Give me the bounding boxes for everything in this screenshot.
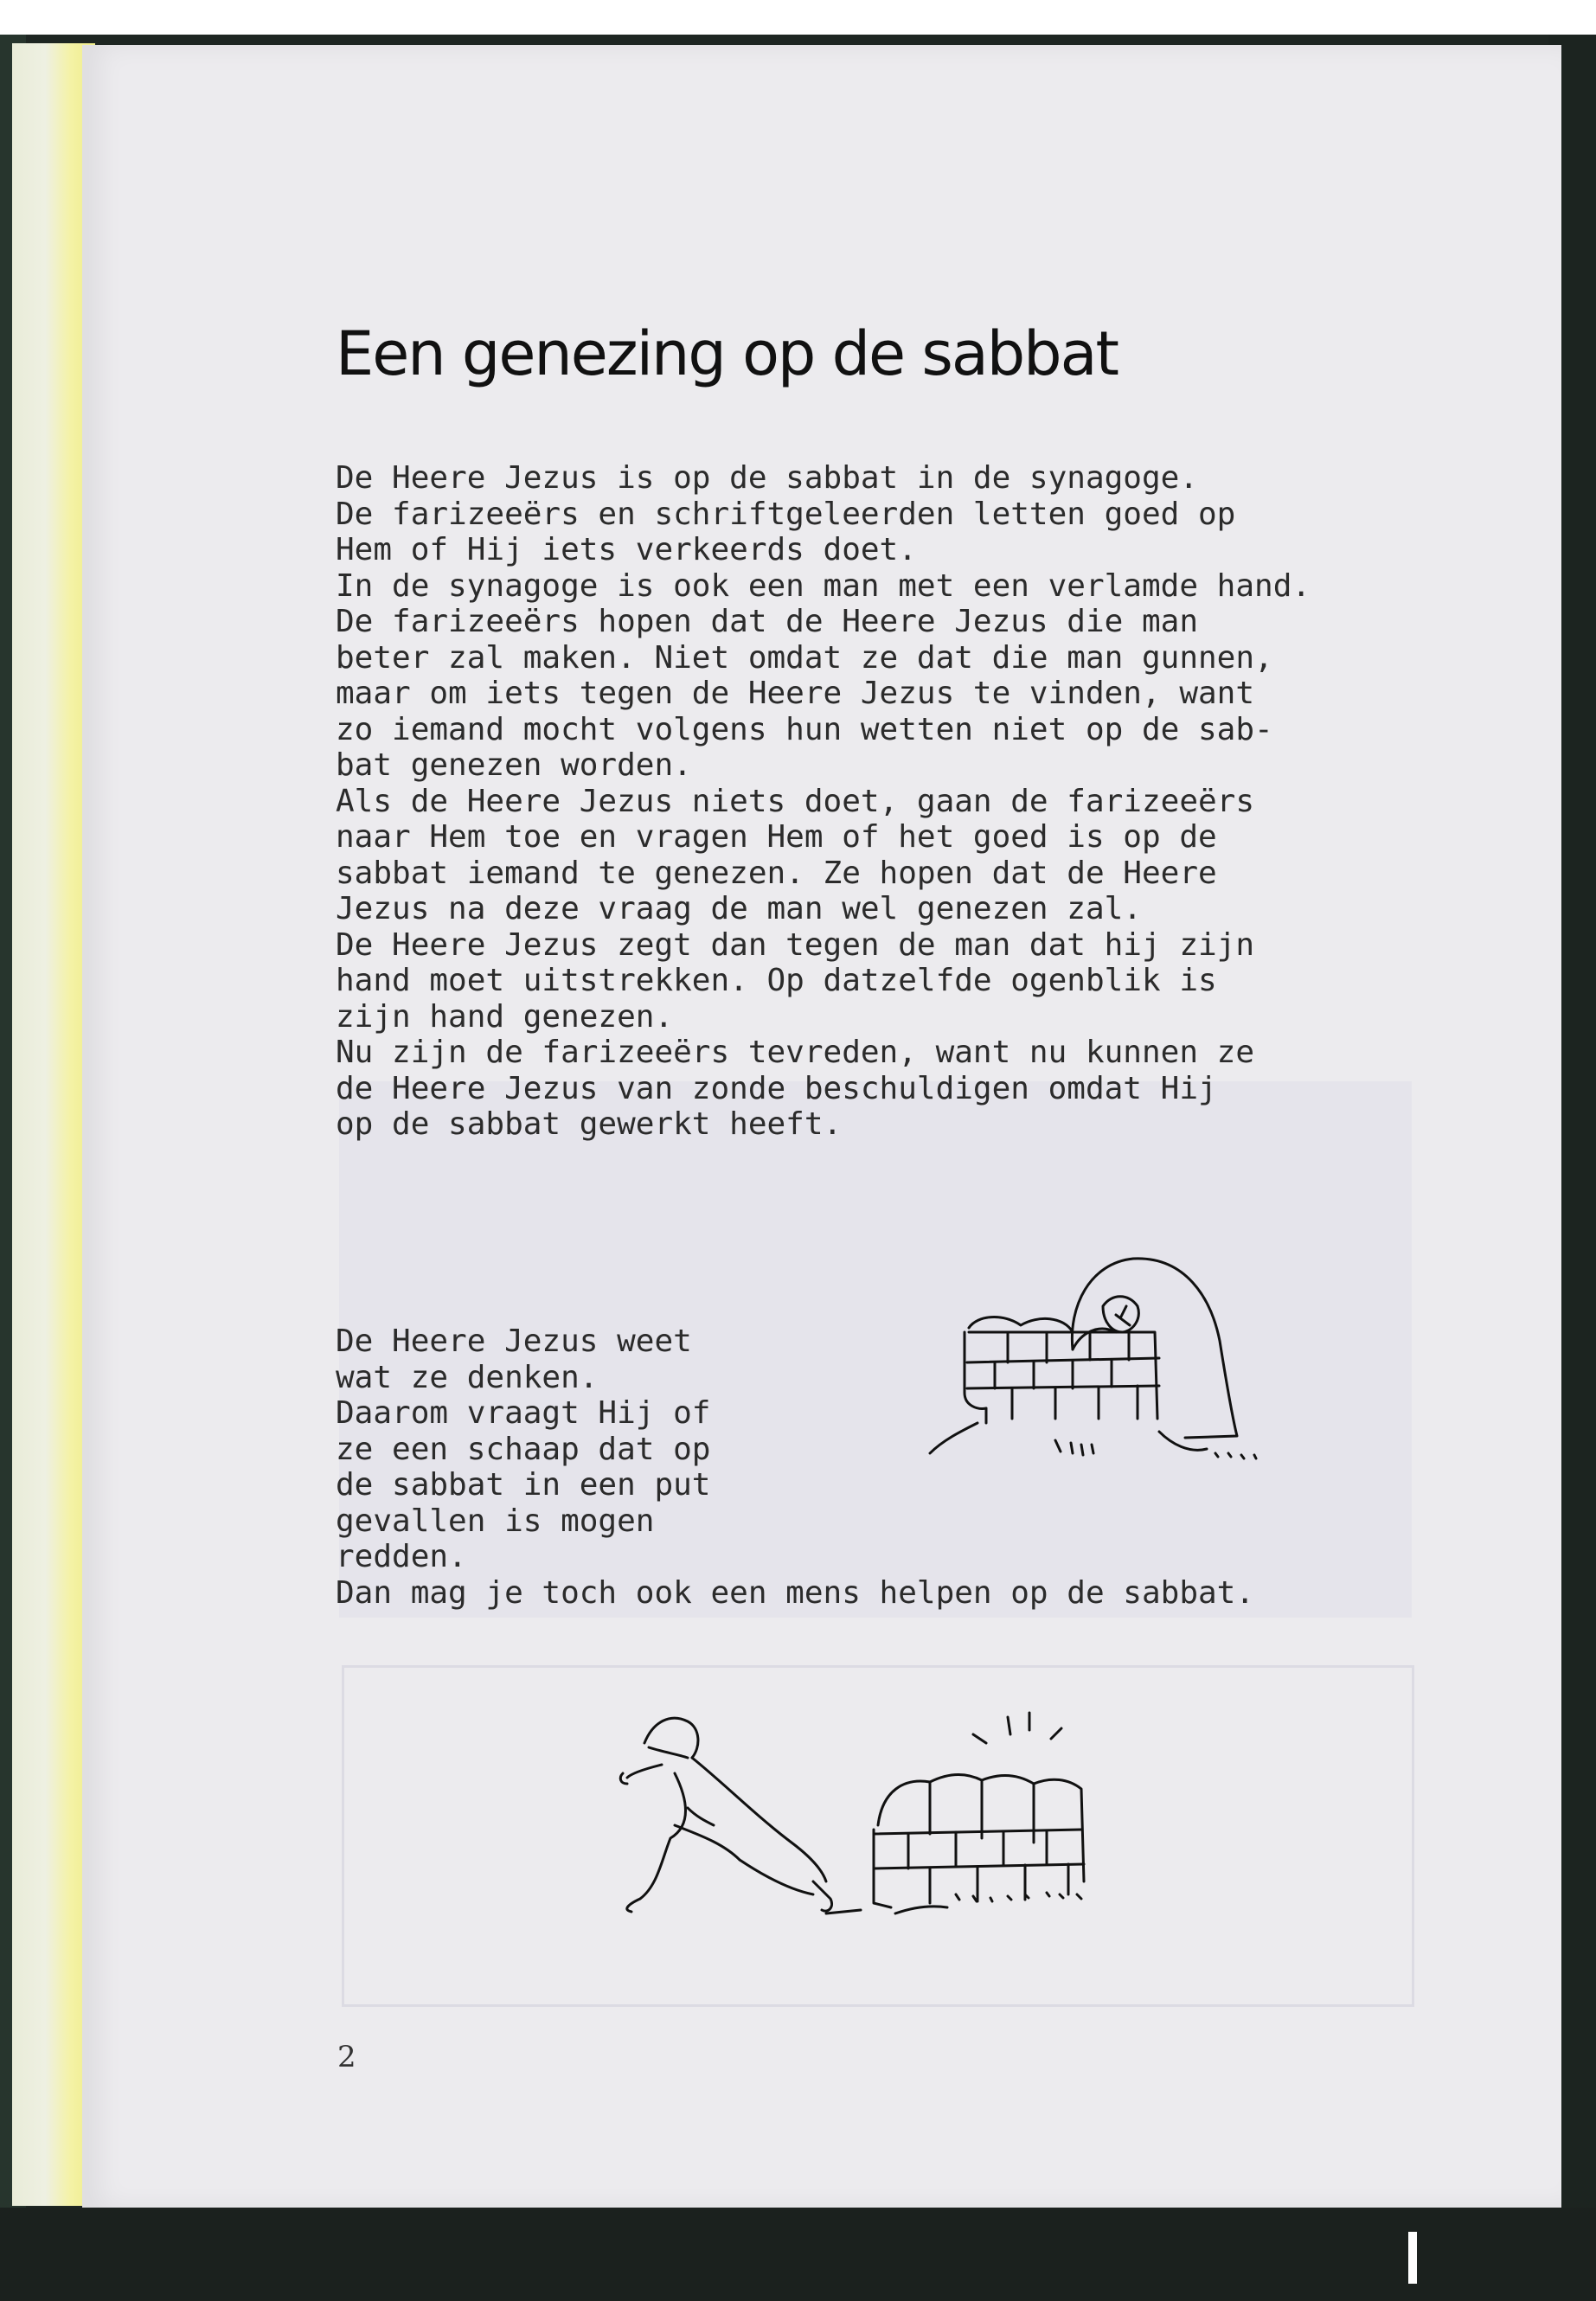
running-figure-icon [610,1687,1181,1938]
text-line: naar Hem toe en vragen Hem of het goed is op de [336,819,1217,855]
story-paragraph [336,460,1529,1143]
well-drawing-icon [926,1246,1289,1471]
text-line: sabbat iemand te genezen. Ze hopen dat de Heere [336,855,1217,891]
spine-tab [1408,2232,1417,2284]
text-line: beter zal maken. Niet omdat ze dat die man gunnen, [336,639,1273,676]
text-line: wat ze denken. [336,1359,599,1395]
text-line: Hem of Hij iets verkeerds doet. [336,532,917,567]
text-line: Jezus na deze vraag de man wel genezen zal. [336,891,1142,926]
book-bottom-edge [0,2208,1596,2301]
text-line: De farizeeërs en schriftgeleerden letten goed op [336,496,1236,532]
text-line: zijn hand genezen. [336,998,674,1035]
text-line: de sabbat in een put [336,1467,711,1503]
text-line: op de sabbat gewerkt heeft. [336,1106,843,1142]
text-line: De Heere Jezus weet [336,1324,692,1359]
text-line: De Heere Jezus is op de sabbat in de synagoge. [336,460,1198,496]
text-line: Als de Heere Jezus niets doet, gaan de farizeeërs [336,783,1255,819]
text-line: Dan mag je toch ook een mens helpen op de sabbat. [336,1574,1255,1611]
text-line: In de synagoge is ook een man met een verlamde hand. [336,567,1311,604]
text-line: maar om iets tegen de Heere Jezus te vinden, want [336,676,1255,711]
text-line: zo iemand mocht volgens hun wetten niet op de sab- [336,711,1273,747]
text-line: de Heere Jezus van zonde beschuldigen omdat Hij [336,1070,1217,1106]
text-line: hand moet uitstrekken. Op datzelfde ogenblik is [336,963,1217,998]
page-number: 2 [337,2040,356,2074]
text-line: Daarom vraagt Hij of [336,1395,711,1431]
page-title: Een genezing op de sabbat [336,318,1118,389]
text-line: De Heere Jezus zegt dan tegen de man dat hij zijn [336,926,1255,963]
text-line: ze een schaap dat op [336,1431,711,1467]
text-line: bat genezen worden. [336,747,692,783]
scan-top-margin [0,0,1596,35]
text-line: De farizeeërs hopen dat de Heere Jezus die man [336,604,1198,639]
text-line: Nu zijn de farizeeërs tevreden, want nu kunnen ze [336,1035,1255,1070]
text-line: redden. [336,1539,467,1574]
text-line: gevallen is mogen [336,1503,655,1539]
